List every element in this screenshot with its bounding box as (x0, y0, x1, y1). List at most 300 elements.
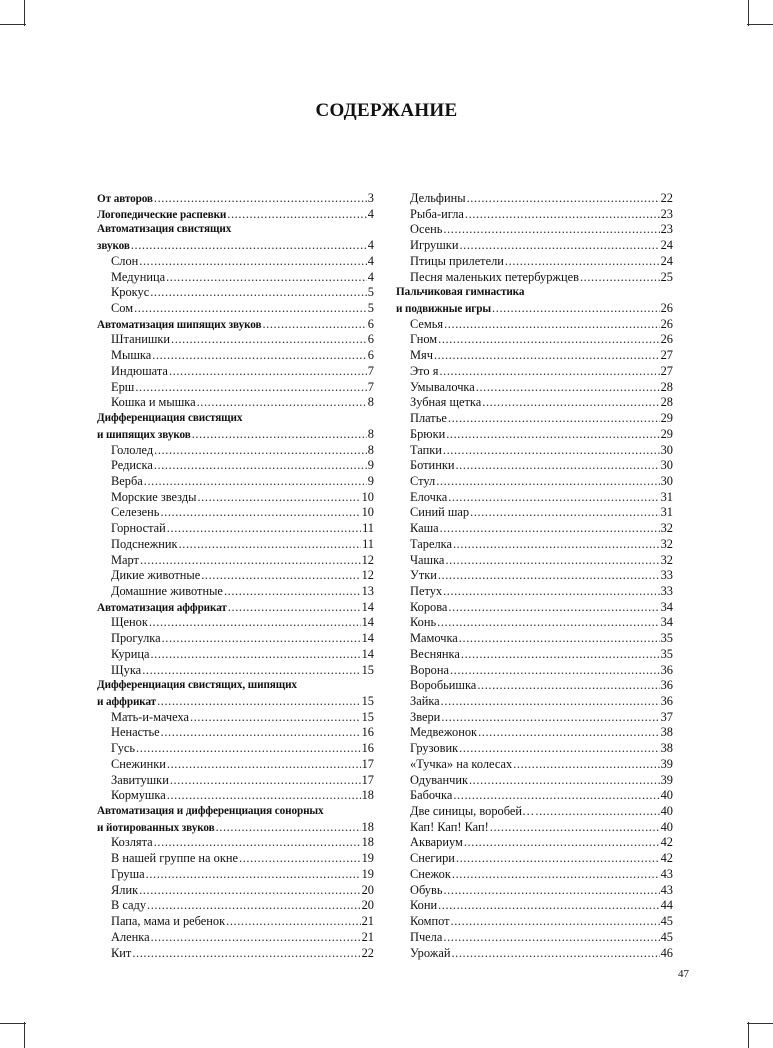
toc-entry-title: звуков (97, 240, 130, 253)
toc-entry (97, 647, 374, 663)
toc-entry (97, 788, 374, 804)
toc-entry (396, 238, 673, 254)
toc-entry-page: 28 (660, 395, 673, 410)
toc-entry-page: 14 (361, 615, 374, 630)
toc-entry-title: Зайка (410, 694, 440, 708)
toc-entry-page: 17 (361, 756, 374, 771)
toc-leader-dots (154, 443, 367, 459)
toc-entry (97, 568, 374, 584)
toc-entry (396, 725, 673, 741)
toc-entry-title: Папа, мама и ребенок (111, 914, 226, 929)
toc-entry-page: 36 (660, 678, 673, 693)
toc-entry-title: Пчела (410, 929, 443, 944)
toc-entry-page: 18 (361, 788, 374, 803)
toc-entry-title: Игрушки (410, 238, 459, 253)
toc-entry (97, 584, 374, 600)
toc-column-left (97, 191, 374, 961)
crop-mark (24, 1022, 25, 1048)
toc-entry (97, 521, 374, 537)
toc-entry-title: Автоматизация аффрикат (97, 601, 227, 614)
toc-entry (97, 443, 374, 459)
toc-leader-dots (150, 285, 367, 301)
toc-entry-title: Тапки (410, 442, 442, 457)
toc-leader-dots (440, 521, 660, 537)
toc-entry-title: Компот (410, 914, 450, 929)
toc-section-entry (97, 238, 374, 254)
toc-entry-title: Сом (111, 301, 134, 316)
toc-entry-title: Мяч (410, 348, 433, 363)
toc-entry (396, 631, 673, 647)
toc-leader-dots (451, 914, 660, 930)
toc-entry (97, 332, 374, 348)
toc-entry-page: 30 (660, 442, 673, 457)
toc-entry (97, 946, 374, 962)
crop-mark (748, 0, 749, 26)
toc-entry-title: Аквариум (410, 835, 463, 850)
toc-entry (396, 867, 673, 883)
toc-leader-dots (490, 820, 660, 836)
toc-entry-title: Две синицы, воробей… (410, 804, 535, 819)
toc-entry (396, 537, 673, 553)
toc-leader-dots (464, 835, 660, 851)
toc-entry-title: Ялик (111, 882, 139, 897)
toc-leader-dots (201, 568, 360, 584)
toc-entry (97, 851, 374, 867)
toc-entry (396, 851, 673, 867)
toc-leader-dots (154, 191, 367, 207)
toc-entry (396, 883, 673, 899)
toc-entry-page: 6 (367, 316, 374, 331)
toc-entry-title: Дельфины (410, 191, 466, 205)
toc-entry-title: и йотированных звуков (97, 821, 215, 834)
toc-entry (396, 427, 673, 443)
toc-entry-title: Редиска (111, 458, 153, 473)
toc-entry-title: Снежок (410, 866, 451, 881)
toc-entry-title: Гном (410, 332, 438, 347)
toc-entry (396, 270, 673, 286)
toc-entry-title: Обувь (410, 882, 443, 897)
toc-entry-title: Семья (410, 316, 444, 331)
toc-leader-dots (226, 914, 360, 930)
toc-leader-dots (160, 505, 360, 521)
toc-leader-dots (197, 490, 360, 506)
toc-entry-page: 24 (660, 253, 673, 268)
toc-leader-dots (438, 568, 660, 584)
toc-entry (396, 411, 673, 427)
toc-entry-page: 26 (660, 301, 673, 316)
toc-leader-dots (152, 348, 367, 364)
toc-leader-dots (135, 380, 366, 396)
toc-entry-title: Логопедические распевки (97, 208, 227, 221)
toc-leader-dots (228, 600, 361, 616)
toc-entry-title: Штанишки (111, 332, 171, 347)
toc-entry-title: Ерш (111, 379, 135, 394)
toc-leader-dots (469, 773, 660, 789)
toc-entry-page: 42 (660, 851, 673, 866)
toc-entry-title: Ворона (410, 662, 449, 677)
toc-entry-page: 22 (361, 945, 374, 960)
toc-entry-title: Воробьишка (410, 678, 477, 693)
toc-entry-page: 39 (660, 772, 673, 787)
page-title: СОДЕРЖАНИЕ (315, 100, 458, 121)
toc-leader-dots (161, 725, 361, 741)
toc-entry-page: 5 (367, 301, 374, 316)
toc-entry-page: 31 (660, 489, 673, 504)
toc-entry-title: Мать-и-мачеха (111, 709, 190, 724)
toc-entry-page: 15 (361, 694, 374, 708)
toc-entry (97, 631, 374, 647)
toc-leader-dots (443, 443, 660, 459)
toc-entry-title: Снегири (410, 851, 455, 866)
toc-entry (396, 600, 673, 616)
toc-entry-page: 14 (361, 646, 374, 661)
toc-entry-title: Песня маленьких петербуржцев (410, 269, 579, 284)
toc-leader-dots (513, 757, 659, 773)
toc-leader-dots (482, 395, 659, 411)
toc-entry-title: Зубная щетка (410, 395, 482, 410)
toc-leader-dots (443, 584, 660, 600)
toc-leader-dots (477, 678, 659, 694)
toc-entry-title: Конь (410, 615, 437, 630)
toc-entry-title: Рыба-игла (410, 206, 464, 221)
toc-entry-page: 31 (660, 505, 673, 520)
toc-entry-page: 4 (367, 253, 374, 268)
toc-entry-title: и аффрикат (97, 696, 157, 708)
toc-entry-title: Снежинки (111, 756, 166, 771)
toc-section-entry (97, 191, 374, 207)
toc-leader-dots (162, 631, 361, 647)
toc-entry-title: Индюшата (111, 363, 168, 378)
toc-entry (97, 615, 374, 631)
toc-entry-page: 44 (660, 898, 673, 913)
toc-entry-title: Кап! Кап! Кап! (410, 819, 489, 834)
toc-leader-dots (441, 694, 660, 710)
toc-entry-title: Селезень (111, 505, 160, 520)
crop-mark (0, 24, 26, 25)
toc-entry-title: Автоматизация свистящих (97, 223, 232, 236)
toc-leader-dots (459, 238, 659, 254)
toc-entry-title: Медуница (111, 269, 166, 284)
toc-entry (396, 332, 673, 348)
toc-entry (396, 584, 673, 600)
toc-leader-dots (151, 930, 361, 946)
toc-entry-title: Завитушки (111, 772, 169, 787)
toc-entry-page: 14 (361, 631, 374, 646)
toc-leader-dots (169, 364, 367, 380)
toc-leader-dots (134, 301, 367, 317)
toc-entry-page: 26 (660, 316, 673, 331)
toc-leader-dots (190, 710, 361, 726)
toc-entry (396, 741, 673, 757)
toc-section-entry (97, 600, 374, 616)
toc-entry-title: Прогулка (111, 631, 161, 646)
toc-entry-page: 30 (660, 473, 673, 488)
toc-entry (97, 898, 374, 914)
toc-section-entry (396, 301, 673, 317)
toc-entry-title: Слон (111, 253, 139, 268)
toc-entry (396, 474, 673, 490)
toc-entry-page: 4 (367, 238, 374, 253)
toc-entry (97, 285, 374, 301)
toc-entry (396, 458, 673, 474)
toc-leader-dots (150, 647, 360, 663)
toc-entry-page: 45 (660, 929, 673, 944)
toc-entry-page: 34 (660, 599, 673, 614)
toc-entry-title: Мамочка (410, 631, 458, 646)
toc-entry (396, 647, 673, 663)
toc-entry-page: 20 (361, 898, 374, 913)
toc-entry-page: 42 (660, 835, 673, 850)
toc-leader-dots (167, 521, 361, 537)
toc-leader-dots (434, 348, 660, 364)
toc-leader-dots (478, 725, 660, 741)
toc-entry-title: Кони (410, 898, 438, 913)
toc-entry-title: Гололед (111, 442, 154, 457)
toc-entry-page: 25 (660, 269, 673, 284)
toc-leader-dots (216, 820, 361, 836)
toc-entry-title: Дифференциация свистящих (97, 412, 243, 425)
toc-entry (396, 930, 673, 946)
toc-entry (97, 380, 374, 396)
toc-entry-title: Чашка (410, 552, 445, 567)
toc-entry-page: 38 (660, 725, 673, 740)
toc-leader-dots (441, 710, 659, 726)
toc-leader-dots (456, 851, 660, 867)
toc-entry (396, 678, 673, 694)
toc-entry-title: Гусь (111, 741, 136, 756)
toc-section-entry (97, 804, 374, 820)
toc-leader-dots (437, 615, 659, 631)
toc-entry (97, 914, 374, 930)
toc-leader-dots (459, 741, 659, 757)
toc-leader-dots (451, 946, 659, 962)
toc-leader-dots (470, 505, 659, 521)
toc-entry (97, 930, 374, 946)
toc-entry (396, 553, 673, 569)
toc-entry-page: 13 (361, 583, 374, 598)
toc-leader-dots (461, 647, 660, 663)
toc-leader-dots (144, 474, 367, 490)
toc-entry-page: 8 (367, 426, 374, 441)
toc-entry-page: 29 (660, 411, 673, 426)
toc-leader-dots (448, 600, 659, 616)
toc-entry-page: 12 (361, 552, 374, 567)
toc-entry-page: 43 (660, 882, 673, 897)
toc-entry-title: и подвижные игры (396, 303, 492, 316)
toc-leader-dots (197, 395, 367, 411)
toc-entry-page: 46 (660, 945, 673, 960)
toc-entry-title: Март (111, 552, 139, 567)
toc-entry (97, 663, 374, 679)
toc-entry (396, 505, 673, 521)
toc-entry (396, 222, 673, 238)
toc-leader-dots (445, 553, 659, 569)
toc-leader-dots (492, 301, 660, 317)
toc-leader-dots (443, 883, 659, 899)
toc-entry-page: 32 (660, 552, 673, 567)
toc-entry-page: 4 (367, 206, 374, 221)
toc-leader-dots (436, 474, 659, 490)
toc-entry-page: 17 (361, 772, 374, 787)
toc-entry-page: 19 (361, 866, 374, 881)
toc-entry (396, 773, 673, 789)
toc-leader-dots (131, 238, 367, 254)
toc-entry (97, 474, 374, 490)
toc-entry-page: 36 (660, 694, 673, 708)
toc-entry-page: 37 (660, 709, 673, 724)
toc-leader-dots (444, 317, 660, 333)
toc-leader-dots (453, 537, 660, 553)
toc-entry-title: Елочка (410, 489, 448, 504)
toc-entry-title: Ботинки (410, 458, 455, 473)
toc-leader-dots (450, 663, 660, 679)
toc-entry-title: Стул (410, 473, 436, 488)
toc-column-right (396, 191, 673, 961)
toc-entry-page: 8 (367, 442, 374, 457)
toc-entry-title: В нашей группе на окне (111, 851, 239, 866)
toc-entry-page: 27 (660, 363, 673, 378)
toc-entry (97, 835, 374, 851)
toc-entry-page: 7 (367, 363, 374, 378)
toc-entry-title: «Тучка» на колесах (410, 756, 513, 771)
toc-entry-title: Одуванчик (410, 772, 468, 787)
toc-entry-page: 11 (362, 521, 374, 536)
toc-entry-title: Автоматизация шипящих звуков (97, 318, 262, 331)
toc-entry-title: Медвежонок (410, 725, 478, 740)
toc-leader-dots (167, 788, 361, 804)
toc-entry (396, 615, 673, 631)
toc-entry-title: Верба (111, 473, 143, 488)
toc-entry (396, 568, 673, 584)
toc-entry-page: 21 (361, 914, 374, 929)
toc-leader-dots (166, 270, 367, 286)
toc-entry-page: 18 (361, 819, 374, 834)
toc-entry-title: Утки (410, 568, 437, 583)
toc-entry-page: 22 (660, 191, 673, 205)
toc-entry-page: 5 (367, 285, 374, 300)
toc-entry (97, 553, 374, 569)
toc-entry-page: 19 (361, 851, 374, 866)
toc-leader-dots (157, 694, 361, 710)
toc-leader-dots (136, 741, 361, 757)
toc-leader-dots (505, 254, 660, 270)
toc-entry-title: Морские звезды (111, 489, 197, 504)
toc-entry-page: 11 (362, 536, 374, 551)
toc-entry-title: Козлята (111, 835, 153, 850)
toc-entry-title: Курица (111, 646, 150, 661)
toc-entry (396, 380, 673, 396)
toc-entry (396, 820, 673, 836)
toc-entry-title: Тарелка (410, 536, 452, 551)
toc-entry-page: 43 (660, 866, 673, 881)
toc-leader-dots (154, 835, 361, 851)
toc-leader-dots (132, 946, 360, 962)
toc-leader-dots (476, 380, 660, 396)
toc-entry-title: Кит (111, 945, 132, 960)
toc-entry-page: 33 (660, 583, 673, 598)
toc-entry-page: 15 (361, 709, 374, 724)
toc-entry (396, 490, 673, 506)
toc-leader-dots (147, 898, 361, 914)
toc-entry-page: 23 (660, 206, 673, 221)
toc-entry-page: 24 (660, 238, 673, 253)
toc-leader-dots (139, 883, 361, 899)
toc-entry-page: 40 (660, 804, 673, 819)
toc-entry-page: 6 (367, 332, 374, 347)
toc-section-entry (97, 222, 374, 238)
toc-entry-title: Платье (410, 411, 447, 426)
toc-entry (97, 395, 374, 411)
toc-entry-page: 27 (660, 348, 673, 363)
toc-entry-title: Звери (410, 709, 441, 724)
toc-entry-page: 20 (361, 882, 374, 897)
toc-entry (97, 741, 374, 757)
toc-entry (396, 835, 673, 851)
toc-entry-page: 10 (361, 489, 374, 504)
toc-entry-page: 32 (660, 521, 673, 536)
toc-entry-title: Автоматизация и дифференциация сонорных (97, 805, 324, 818)
toc-leader-dots (224, 584, 361, 600)
toc-entry (97, 301, 374, 317)
toc-entry-page: 18 (361, 835, 374, 850)
toc-entry-title: От авторов (97, 193, 153, 205)
toc-leader-dots (167, 757, 361, 773)
toc-entry-page: 10 (361, 505, 374, 520)
toc-entry-page: 23 (660, 222, 673, 237)
toc-entry (396, 443, 673, 459)
toc-leader-dots (443, 222, 659, 238)
toc-entry-page: 40 (660, 788, 673, 803)
toc-entry-page: 35 (660, 631, 673, 646)
toc-section-entry (97, 411, 374, 427)
toc-leader-dots (140, 553, 361, 569)
toc-leader-dots (439, 364, 659, 380)
toc-entry-title: Щука (111, 662, 142, 677)
toc-entry (396, 788, 673, 804)
toc-entry (97, 490, 374, 506)
toc-entry-title: Груша (111, 866, 145, 881)
toc-entry-page: 7 (367, 379, 374, 394)
toc-entry (97, 254, 374, 270)
toc-leader-dots (535, 804, 659, 820)
toc-entry-page: 12 (361, 568, 374, 583)
toc-entry (97, 725, 374, 741)
toc-entry-page: 39 (660, 756, 673, 771)
toc-entry-title: Кошка и мышка (111, 395, 196, 410)
toc-entry-page: 21 (361, 929, 374, 944)
toc-section-entry (97, 427, 374, 443)
toc-entry-page: 14 (361, 599, 374, 614)
toc-entry-title: Каша (410, 521, 439, 536)
toc-leader-dots (446, 427, 659, 443)
toc-entry-title: Урожай (410, 945, 451, 960)
toc-leader-dots (438, 332, 659, 348)
toc-leader-dots (239, 851, 361, 867)
toc-entry (396, 694, 673, 710)
toc-leader-dots (179, 537, 361, 553)
toc-leader-dots (438, 898, 660, 914)
toc-entry-page: 9 (367, 458, 374, 473)
toc-entry-title: Веснянка (410, 646, 460, 661)
toc-entry-page: 34 (660, 615, 673, 630)
toc-entry-title: Кормушка (111, 788, 166, 803)
toc-entry-title: Ненастье (111, 725, 160, 740)
toc-entry (97, 537, 374, 553)
toc-entry (396, 254, 673, 270)
toc-entry (97, 773, 374, 789)
toc-entry-title: Птицы прилетели (410, 253, 504, 268)
toc-entry-title: Щенок (111, 615, 148, 630)
